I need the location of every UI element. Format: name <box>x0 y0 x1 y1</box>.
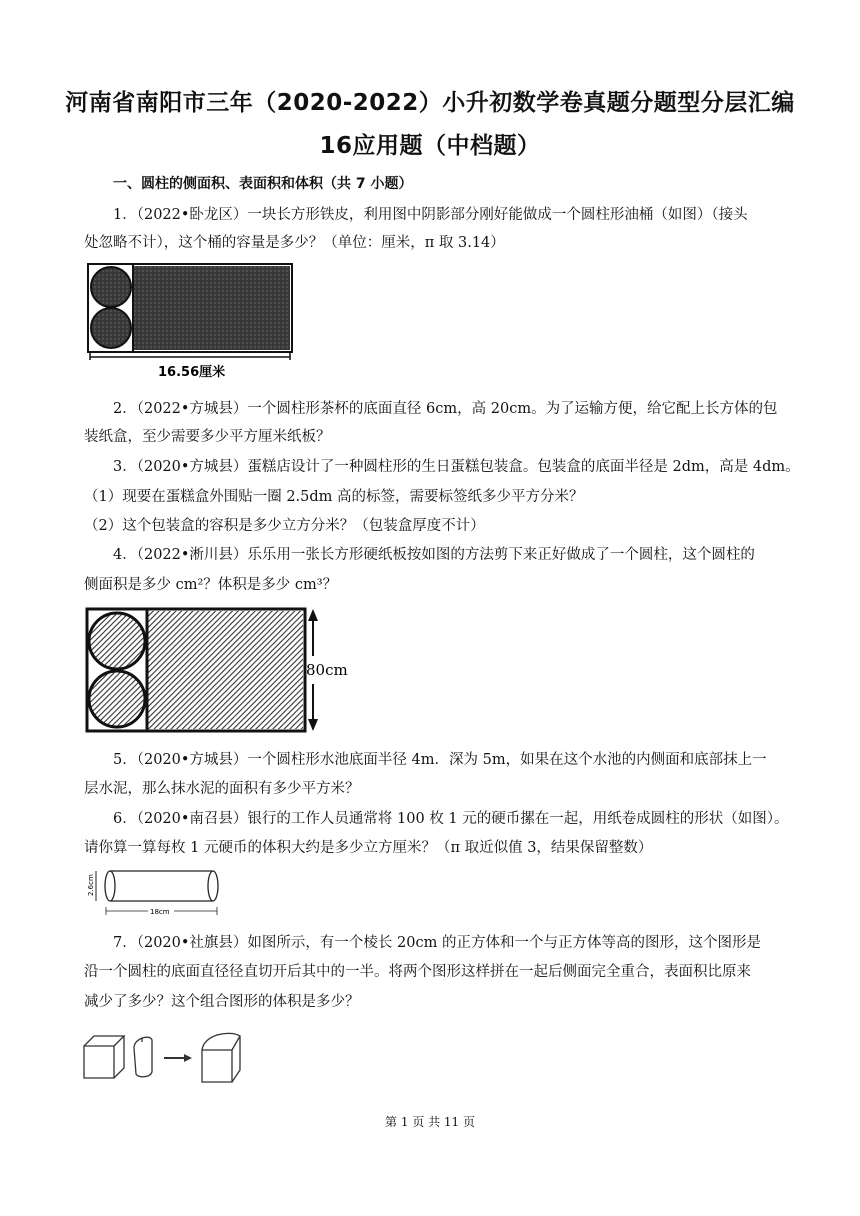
question-1-line-1: 1．（2022•卧龙区）一块长方形铁皮，利用图中阴影部分刚好能做成一个圆柱形油桶（如图）（接头 <box>113 207 748 223</box>
figure-1-rectangle-with-circles <box>86 262 296 380</box>
question-7-line-2: 沿一个圆柱的底面直径径直切开后其中的一半。将两个图形这样拼在一起后侧面完全重合，表面积比原来 <box>84 964 751 980</box>
question-5-line-1: 5．（2020•方城县）一个圆柱形水池底面半径 4m．深为 5m，如果在这个水池的内侧面和底部抹上一 <box>113 752 767 768</box>
page-title: 河南省南阳市三年（2020-2022）小升初数学卷真题分题型分层汇编 <box>65 90 795 116</box>
question-1-line-2: 处忽略不计），这个桶的容量是多少？（单位：厘米，π 取 3.14） <box>84 235 505 251</box>
figure-4-label: 80cm <box>306 661 348 679</box>
question-6-line-1: 6．（2020•南召县）银行的工作人员通常将 100 枚 1 元的硬币摞在一起，用纸卷成圆柱的形状（如图）。 <box>113 811 789 827</box>
question-5-line-2: 层水泥，那么抹水泥的面积有多少平方米？ <box>84 781 360 797</box>
page-footer: 第 1 页 共 11 页 <box>385 1115 475 1129</box>
question-3-line-1: 3．（2020•方城县）蛋糕店设计了一种圆柱形的生日蛋糕包装盒。包装盒的底面半径是 2dm，高是 4dm。 <box>113 459 800 475</box>
section-heading: 一、圆柱的侧面积、表面积和体积（共 7 小题） <box>113 176 413 192</box>
question-4-line-1: 4．（2022•淅川县）乐乐用一张长方形硬纸板按如图的方法剪下来正好做成了一个圆柱，这个圆柱的 <box>113 547 755 563</box>
figure-6-coin-roll-cylinder <box>84 866 224 918</box>
figure-6-height-label: 2.6cm <box>87 874 95 896</box>
question-4-line-2: 侧面积是多少 cm²？体积是多少 cm³？ <box>84 577 338 593</box>
question-2-line-1: 2．（2022•方城县）一个圆柱形茶杯的底面直径 6cm，高 20cm。为了运输方便，给它配上长方体的包 <box>113 401 778 417</box>
question-3-line-2: （1）现要在蛋糕盒外围贴一圈 2.5dm 高的标签，需要标签纸多少平方分米？ <box>84 489 584 505</box>
question-3-line-3: （2）这个包装盒的容积是多少立方分米？（包装盒厚度不计） <box>84 518 485 534</box>
question-2-line-2: 装纸盒，至少需要多少平方厘米纸板？ <box>84 429 331 445</box>
question-6-line-2: 请你算一算每枚 1 元硬币的体积大约是多少立方厘米？（π 取近似值 3，结果保留整数） <box>84 840 653 856</box>
figure-1-label: 16.56厘米 <box>158 365 226 380</box>
question-7-line-1: 7．（2020•社旗县）如图所示，有一个棱长 20cm 的正方体和一个与正方体等高的图形，这个图形是 <box>113 935 761 951</box>
figure-7-cube-and-half-cylinder <box>80 1026 250 1086</box>
question-7-line-3: 减少了多少？这个组合图形的体积是多少？ <box>84 994 360 1010</box>
figure-4-cardboard-cylinder-net <box>84 606 354 736</box>
figure-6-length-label: 18cm <box>150 908 170 916</box>
page-subtitle: 16应用题（中档题） <box>319 133 541 159</box>
